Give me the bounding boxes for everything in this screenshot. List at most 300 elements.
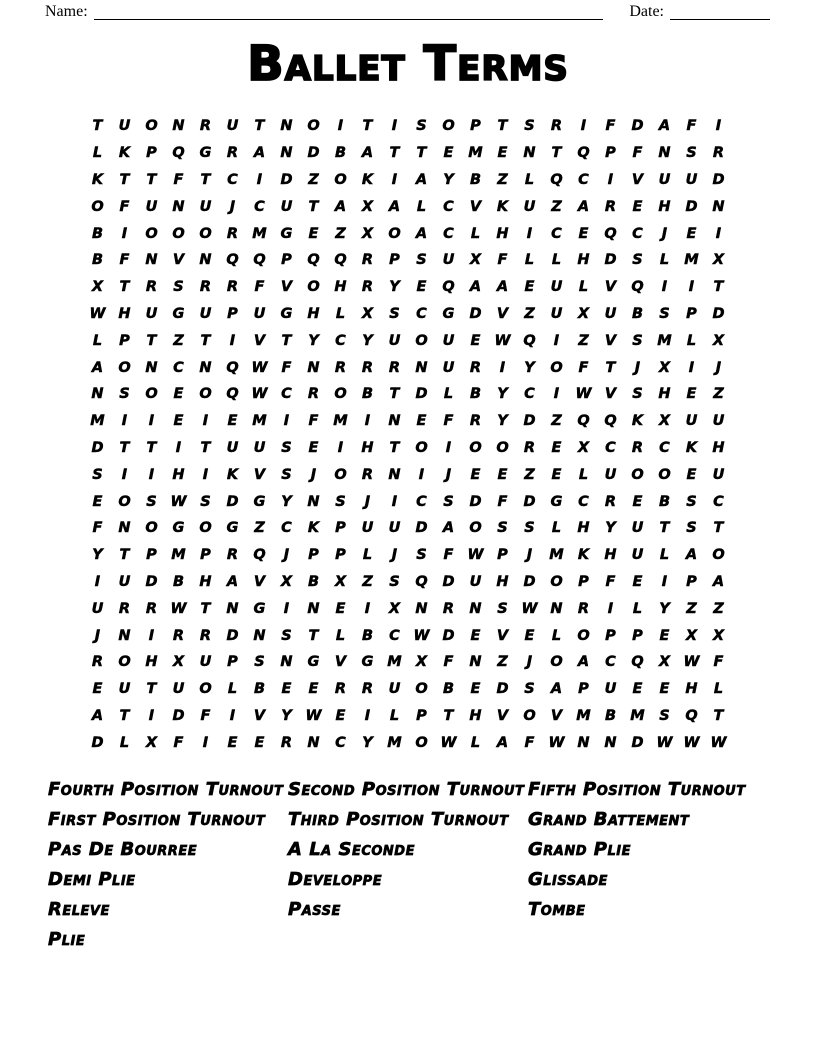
grid-cell: A xyxy=(469,279,482,296)
grid-cell: B xyxy=(361,627,374,644)
word-list-item: Grand Battement xyxy=(528,808,690,830)
grid-cell: R xyxy=(280,734,293,751)
grid-cell: F xyxy=(605,573,616,590)
grid-cell: T xyxy=(254,118,265,135)
grid-cell: I xyxy=(418,466,425,483)
grid-cell: V xyxy=(253,707,266,724)
grid-cell: Q xyxy=(577,413,590,430)
grid-cell: D xyxy=(604,252,617,269)
grid-cell: T xyxy=(146,439,157,456)
grid-cell: R xyxy=(469,359,482,376)
grid-cell: S xyxy=(497,520,508,537)
grid-cell: W xyxy=(683,654,700,671)
grid-cell: H xyxy=(577,252,590,269)
grid-cell: Z xyxy=(362,573,373,590)
grid-cell: R xyxy=(388,359,401,376)
grid-cell: U xyxy=(604,681,617,698)
grid-cell: G xyxy=(172,520,185,537)
grid-cell: H xyxy=(361,439,374,456)
grid-cell: I xyxy=(688,279,695,296)
grid-cell: Q xyxy=(415,573,428,590)
grid-cell: G xyxy=(253,493,266,510)
header xyxy=(45,2,770,21)
grid-cell: E xyxy=(551,466,562,483)
grid-cell: I xyxy=(94,573,101,590)
grid-cell: O xyxy=(118,493,131,510)
grid-cell: T xyxy=(308,198,319,215)
grid-cell: T xyxy=(200,332,211,349)
grid-cell: V xyxy=(604,279,617,296)
grid-cell: P xyxy=(146,145,157,162)
grid-cell: I xyxy=(607,600,614,617)
grid-cell: S xyxy=(686,493,697,510)
grid-cell: M xyxy=(252,413,267,430)
grid-cell: E xyxy=(470,627,481,644)
grid-cell: E xyxy=(686,225,697,242)
grid-cell: B xyxy=(307,573,320,590)
grid-cell: T xyxy=(146,332,157,349)
grid-cell: J xyxy=(391,547,398,564)
grid-cell: S xyxy=(686,520,697,537)
grid-cell: E xyxy=(173,386,184,403)
grid-row xyxy=(84,461,732,488)
grid-cell: F xyxy=(497,252,508,269)
grid-cell: O xyxy=(415,332,428,349)
grid-cell: F xyxy=(605,118,616,135)
grid-cell: W xyxy=(467,547,484,564)
grid-cell: R xyxy=(361,252,374,269)
grid-cell: P xyxy=(578,681,589,698)
grid-cell: B xyxy=(361,386,374,403)
grid-cell: Y xyxy=(497,386,508,403)
grid-row xyxy=(84,649,732,676)
grid-cell: M xyxy=(468,145,483,162)
grid-cell: N xyxy=(388,466,401,483)
grid-cell: I xyxy=(229,332,236,349)
grid-cell: I xyxy=(337,439,344,456)
grid-cell: U xyxy=(442,252,455,269)
grid-cell: D xyxy=(442,627,455,644)
grid-cell: E xyxy=(632,573,643,590)
grid-cell: U xyxy=(199,654,212,671)
grid-cell: U xyxy=(523,198,536,215)
grid-cell: I xyxy=(580,118,587,135)
grid-cell: A xyxy=(91,359,104,376)
grid-cell: Y xyxy=(605,520,616,537)
grid-cell: N xyxy=(307,600,320,617)
grid-cell: V xyxy=(496,707,509,724)
grid-cell: N xyxy=(469,600,482,617)
grid-cell: I xyxy=(661,573,668,590)
grid-cell: H xyxy=(712,439,725,456)
grid-row xyxy=(84,301,732,328)
grid-cell: E xyxy=(659,681,670,698)
grid-cell: N xyxy=(307,734,320,751)
grid-cell: R xyxy=(307,386,320,403)
grid-cell: D xyxy=(415,386,428,403)
grid-row xyxy=(84,703,732,730)
grid-cell: Z xyxy=(551,413,562,430)
word-list-item: Third Position Turnout xyxy=(288,808,509,830)
grid-cell: R xyxy=(226,547,239,564)
grid-cell: U xyxy=(226,439,239,456)
grid-cell: N xyxy=(307,493,320,510)
grid-cell: T xyxy=(200,439,211,456)
puzzle-title: Ballet Terms xyxy=(247,36,569,92)
grid-cell: F xyxy=(119,198,130,215)
grid-cell: O xyxy=(550,359,563,376)
grid-cell: Q xyxy=(604,225,617,242)
grid-cell: O xyxy=(145,225,158,242)
grid-cell: M xyxy=(252,225,267,242)
grid-cell: T xyxy=(389,439,400,456)
grid-cell: E xyxy=(686,466,697,483)
grid-cell: H xyxy=(145,654,158,671)
grid-cell: U xyxy=(118,681,131,698)
grid-cell: H xyxy=(199,573,212,590)
grid-cell: M xyxy=(549,547,564,564)
grid-cell: O xyxy=(172,225,185,242)
grid-cell: X xyxy=(415,654,428,671)
grid-cell: S xyxy=(659,707,670,724)
grid-cell: T xyxy=(119,547,130,564)
grid-cell: K xyxy=(361,171,374,188)
grid-cell: N xyxy=(658,145,671,162)
grid-cell: F xyxy=(713,654,724,671)
grid-cell: U xyxy=(199,305,212,322)
grid-cell: L xyxy=(335,305,346,322)
grid-cell: D xyxy=(469,493,482,510)
grid-cell: N xyxy=(577,734,590,751)
grid-cell: S xyxy=(335,493,346,510)
grid-cell: C xyxy=(551,225,562,242)
grid-cell: T xyxy=(605,359,616,376)
grid-cell: Y xyxy=(389,279,400,296)
grid-cell: R xyxy=(550,118,563,135)
grid-cell: G xyxy=(442,305,455,322)
word-list-item: Pas De Bourree xyxy=(48,838,198,860)
grid-cell: L xyxy=(470,225,481,242)
grid-row xyxy=(84,247,732,274)
grid-cell: S xyxy=(146,493,157,510)
grid-cell: V xyxy=(604,386,617,403)
grid-cell: I xyxy=(715,118,722,135)
word-list xyxy=(48,774,792,954)
grid-cell: Y xyxy=(308,332,319,349)
grid-cell: T xyxy=(200,171,211,188)
grid-cell: I xyxy=(526,225,533,242)
grid-cell: E xyxy=(416,279,427,296)
grid-cell: N xyxy=(415,359,428,376)
grid-cell: M xyxy=(630,707,645,724)
grid-cell: H xyxy=(469,707,482,724)
grid-cell: R xyxy=(334,359,347,376)
word-list-item: Fifth Position Turnout xyxy=(528,778,746,800)
grid-cell: M xyxy=(387,734,402,751)
grid-cell: N xyxy=(388,413,401,430)
grid-cell: R xyxy=(172,627,185,644)
grid-cell: O xyxy=(550,573,563,590)
grid-cell: O xyxy=(199,386,212,403)
grid-cell: O xyxy=(334,171,347,188)
grid-cell: O xyxy=(658,466,671,483)
grid-cell: X xyxy=(361,305,374,322)
grid-cell: F xyxy=(632,145,643,162)
grid-cell: Q xyxy=(631,279,644,296)
word-list-item: Grand Plie xyxy=(528,838,631,860)
grid-cell: C xyxy=(524,386,535,403)
grid-cell: B xyxy=(631,305,644,322)
grid-cell: E xyxy=(470,466,481,483)
grid-cell: X xyxy=(91,279,104,296)
grid-cell: I xyxy=(553,332,560,349)
grid-cell: E xyxy=(308,681,319,698)
grid-cell: X xyxy=(658,359,671,376)
grid-cell: C xyxy=(659,439,670,456)
grid-cell: A xyxy=(334,198,347,215)
grid-cell: A xyxy=(361,145,374,162)
word-list-item: Passe xyxy=(288,898,341,920)
grid-cell: V xyxy=(172,252,185,269)
grid-cell: W xyxy=(251,386,268,403)
grid-cell: Z xyxy=(308,171,319,188)
grid-cell: Z xyxy=(551,198,562,215)
grid-cell: C xyxy=(227,171,238,188)
grid-cell: Q xyxy=(523,332,536,349)
grid-cell: U xyxy=(388,520,401,537)
grid-cell: F xyxy=(524,734,535,751)
word-list-column xyxy=(528,774,792,954)
grid-cell: T xyxy=(389,145,400,162)
grid-cell: T xyxy=(119,439,130,456)
grid-cell: U xyxy=(91,600,104,617)
word-list-item: Developpe xyxy=(288,868,383,890)
grid-cell: L xyxy=(578,466,589,483)
grid-cell: H xyxy=(658,198,671,215)
grid-cell: T xyxy=(659,520,670,537)
grid-cell: D xyxy=(523,573,536,590)
grid-cell: N xyxy=(145,359,158,376)
grid-cell: I xyxy=(148,627,155,644)
grid-cell: L xyxy=(443,386,454,403)
grid-cell: P xyxy=(146,547,157,564)
grid-cell: S xyxy=(92,466,103,483)
grid-cell: O xyxy=(415,734,428,751)
grid-cell: A xyxy=(577,198,590,215)
grid-cell: X xyxy=(658,413,671,430)
grid-cell: J xyxy=(364,493,371,510)
grid-cell: I xyxy=(364,707,371,724)
grid-cell: X xyxy=(334,573,347,590)
grid-cell: O xyxy=(118,654,131,671)
grid-cell: C xyxy=(578,493,589,510)
grid-cell: P xyxy=(281,252,292,269)
grid-cell: I xyxy=(445,439,452,456)
grid-cell: Y xyxy=(362,332,373,349)
grid-cell: U xyxy=(388,681,401,698)
grid-cell: O xyxy=(199,681,212,698)
grid-cell: J xyxy=(661,225,668,242)
date-label: Date: xyxy=(629,3,664,20)
grid-cell: V xyxy=(631,171,644,188)
grid-cell: W xyxy=(656,734,673,751)
grid-cell: S xyxy=(173,279,184,296)
grid-cell: A xyxy=(388,198,401,215)
grid-cell: K xyxy=(496,198,509,215)
grid-cell: E xyxy=(308,439,319,456)
grid-cell: O xyxy=(469,439,482,456)
grid-cell: W xyxy=(413,627,430,644)
grid-cell: X xyxy=(361,225,374,242)
grid-cell: P xyxy=(119,332,130,349)
word-list-item: Releve xyxy=(48,898,110,920)
grid-cell: N xyxy=(199,359,212,376)
grid-cell: C xyxy=(632,225,643,242)
grid-cell: T xyxy=(146,171,157,188)
grid-cell: A xyxy=(415,171,428,188)
grid-cell: T xyxy=(362,118,373,135)
word-list-item: Demi Plie xyxy=(48,868,136,890)
grid-cell: R xyxy=(361,279,374,296)
grid-cell: C xyxy=(335,734,346,751)
word-list-item: Second Position Turnout xyxy=(288,778,525,800)
grid-cell: C xyxy=(605,439,616,456)
grid-cell: A xyxy=(658,118,671,135)
grid-cell: Z xyxy=(524,466,535,483)
grid-cell: L xyxy=(578,279,589,296)
grid-cell: A xyxy=(253,145,266,162)
grid-cell: T xyxy=(416,145,427,162)
grid-cell: X xyxy=(577,439,590,456)
grid-cell: Q xyxy=(577,145,590,162)
grid-cell: P xyxy=(605,627,616,644)
grid-cell: W xyxy=(710,734,727,751)
grid-cell: U xyxy=(172,681,185,698)
grid-cell: N xyxy=(307,359,320,376)
grid-cell: P xyxy=(686,573,697,590)
grid-cell: C xyxy=(173,359,184,376)
grid-cell: N xyxy=(172,198,185,215)
grid-cell: W xyxy=(251,359,268,376)
grid-cell: Z xyxy=(713,600,724,617)
grid-cell: Y xyxy=(524,359,535,376)
grid-cell: E xyxy=(308,225,319,242)
grid-cell: E xyxy=(632,198,643,215)
grid-cell: C xyxy=(389,627,400,644)
grid-cell: O xyxy=(334,386,347,403)
grid-cell: H xyxy=(172,466,185,483)
grid-cell: N xyxy=(253,627,266,644)
grid-cell: H xyxy=(685,681,698,698)
grid-cell: L xyxy=(389,707,400,724)
grid-cell: S xyxy=(389,573,400,590)
grid-cell: F xyxy=(92,520,103,537)
grid-cell: M xyxy=(657,332,672,349)
grid-cell: Q xyxy=(550,171,563,188)
grid-cell: E xyxy=(335,707,346,724)
word-list-item: Glissade xyxy=(528,868,608,890)
grid-cell: T xyxy=(713,279,724,296)
grid-cell: D xyxy=(226,627,239,644)
grid-cell: L xyxy=(659,547,670,564)
grid-cell: D xyxy=(631,734,644,751)
grid-cell: K xyxy=(685,439,698,456)
grid-cell: D xyxy=(145,573,158,590)
grid-cell: C xyxy=(335,332,346,349)
grid-cell: L xyxy=(551,252,562,269)
grid-cell: L xyxy=(659,252,670,269)
grid-cell: I xyxy=(283,600,290,617)
grid-cell: O xyxy=(334,466,347,483)
grid-cell: F xyxy=(578,359,589,376)
grid-cell: G xyxy=(550,493,563,510)
grid-cell: E xyxy=(443,145,454,162)
grid-cell: R xyxy=(91,654,104,671)
grid-cell: C xyxy=(416,305,427,322)
grid-cell: Q xyxy=(442,279,455,296)
grid-cell: Y xyxy=(362,734,373,751)
grid-cell: U xyxy=(658,171,671,188)
grid-cell: D xyxy=(523,413,536,430)
grid-cell: R xyxy=(442,600,455,617)
grid-cell: C xyxy=(254,198,265,215)
grid-cell: I xyxy=(391,493,398,510)
grid-cell: S xyxy=(281,466,292,483)
grid-cell: I xyxy=(715,225,722,242)
grid-cell: S xyxy=(524,681,535,698)
grid-cell: I xyxy=(553,386,560,403)
grid-cell: N xyxy=(280,654,293,671)
grid-cell: O xyxy=(145,386,158,403)
grid-cell: O xyxy=(388,225,401,242)
grid-cell: O xyxy=(442,118,455,135)
grid-cell: M xyxy=(171,547,186,564)
grid-cell: H xyxy=(496,225,509,242)
grid-cell: B xyxy=(658,493,671,510)
grid-cell: Q xyxy=(253,547,266,564)
grid-cell: O xyxy=(523,707,536,724)
grid-cell: R xyxy=(523,439,536,456)
grid-cell: U xyxy=(712,466,725,483)
grid-cell: C xyxy=(605,654,616,671)
grid-cell: A xyxy=(496,734,509,751)
grid-cell: I xyxy=(499,359,506,376)
grid-cell: D xyxy=(523,493,536,510)
grid-cell: A xyxy=(91,707,104,724)
grid-cell: I xyxy=(202,413,209,430)
grid-cell: V xyxy=(496,305,509,322)
grid-cell: N xyxy=(226,600,239,617)
grid-cell: S xyxy=(659,305,670,322)
grid-cell: T xyxy=(92,118,103,135)
grid-cell: K xyxy=(118,145,131,162)
grid-cell: D xyxy=(496,681,509,698)
grid-cell: N xyxy=(604,734,617,751)
grid-row xyxy=(84,542,732,569)
grid-cell: Q xyxy=(226,386,239,403)
grid-cell: J xyxy=(94,627,101,644)
grid-cell: F xyxy=(200,707,211,724)
grid-cell: N xyxy=(550,600,563,617)
grid-cell: I xyxy=(364,600,371,617)
grid-cell: U xyxy=(469,573,482,590)
grid-row xyxy=(84,220,732,247)
grid-row xyxy=(84,595,732,622)
grid-cell: G xyxy=(253,600,266,617)
grid-cell: D xyxy=(442,573,455,590)
grid-cell: W xyxy=(305,707,322,724)
grid-cell: A xyxy=(226,573,239,590)
